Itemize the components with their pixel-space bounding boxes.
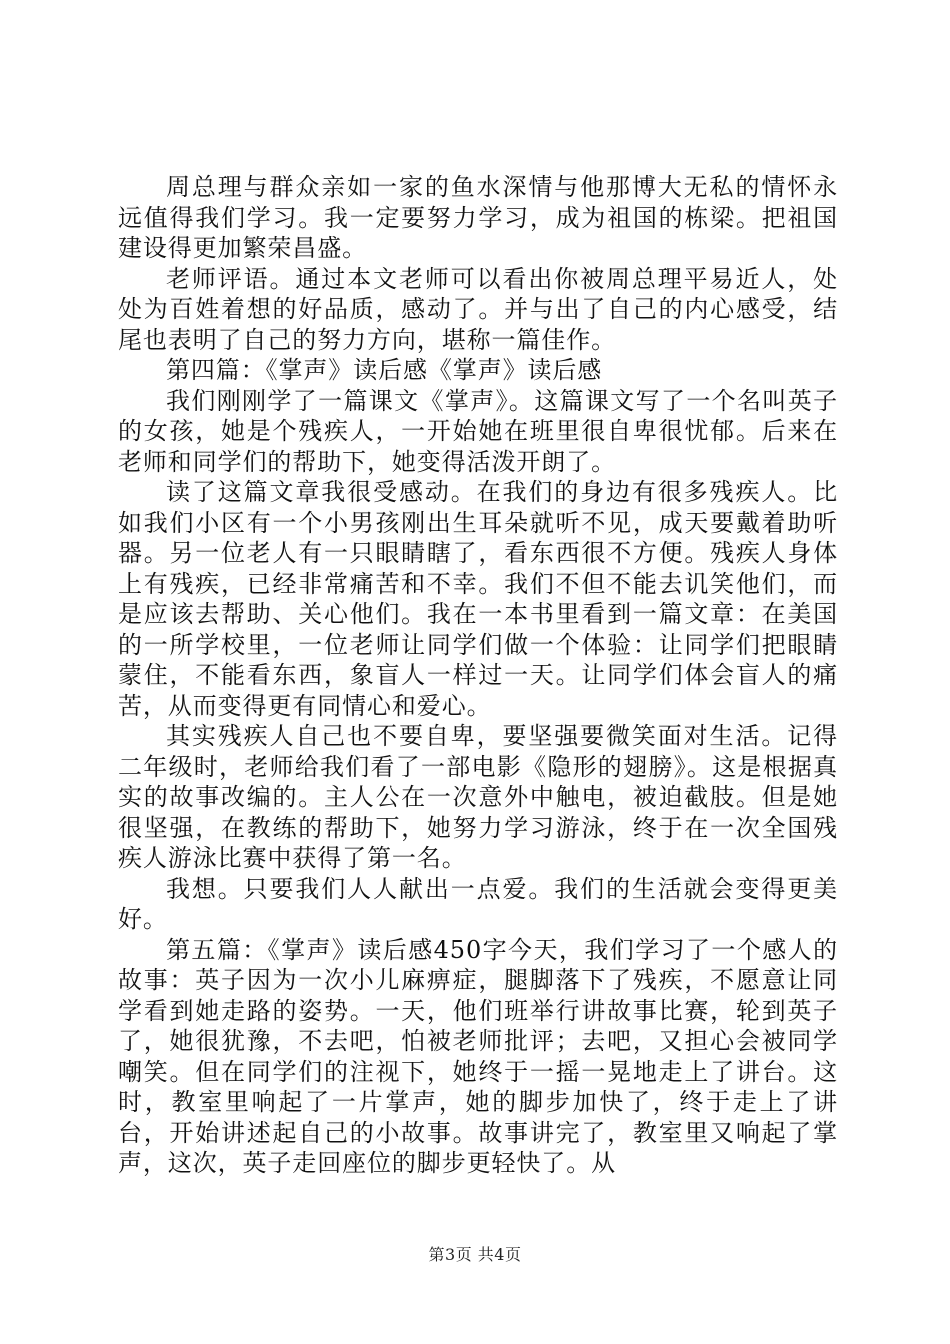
paragraph: 读了这篇文章我很受感动。在我们的身边有很多残疾人。比如我们小区有一个小男孩刚出生耳朵就听不见，成天要戴着助听器。另一位老人有一只眼睛瞎了，看东西很不方便。残疾人身体上有残疾，已经非常痛苦和不幸。我们不但不能去讥笑他们，而是应该去帮助、关心他们。我在一本书里看到一篇文章：在美国的一所学校里，一位老师让同学们做一个体验：让同学们把眼睛蒙住，不能看东西，象盲人一样过一天。让同学们体会盲人的痛苦，从而变得更有同情心和爱心。 <box>118 478 838 720</box>
section-heading: 第四篇：《掌声》读后感《掌声》读后感 <box>166 356 603 384</box>
paragraph: 其实残疾人自己也不要自卑，要坚强要微笑面对生活。记得二年级时，老师给我们看了一部电影《隐形的翅膀》。这是根据真实的故事改编的。主人公在一次意外中触电，被迫截肢。但是她很坚强，在教练的帮助下，她努力学习游泳，终于在一次全国残疾人游泳比赛中获得了第一名。 <box>118 722 838 872</box>
page-footer: 第3页 共4页 <box>428 1245 522 1264</box>
document-body <box>118 172 838 1179</box>
paragraph: 周总理与群众亲如一家的鱼水深情与他那博大无私的情怀永远值得我们学习。我一定要努力学习，成为祖国的栋梁。把祖国建设得更加繁荣昌盛。 <box>118 173 838 262</box>
paragraph: 第五篇：《掌声》读后感450字今天，我们学习了一个感人的故事：英子因为一次小儿麻痹症，腿脚落下了残疾，不愿意让同学看到她走路的姿势。一天，他们班举行讲故事比赛，轮到英子了，她很犹豫，不去吧，怕被老师批评；去吧，又担心会被同学嘲笑。但在同学们的注视下，她终于一摇一晃地走上了讲台。这时，教室里响起了一片掌声，她的脚步加快了，终于走上了讲台，开始讲述起自己的小故事。故事讲完了，教室里又响起了掌声，这次，英子走回座位的脚步更轻快了。从 <box>118 935 838 1177</box>
paragraph: 我们刚刚学了一篇课文《掌声》。这篇课文写了一个名叫英子的女孩，她是个残疾人，一开始她在班里很自卑很忧郁。后来在老师和同学们的帮助下，她变得活泼开朗了。 <box>118 386 838 476</box>
paragraph: 老师评语。通过本文老师可以看出你被周总理平易近人，处处为百姓着想的好品质，感动了。并与出了自己的内心感受，结尾也表明了自己的努力方向，堪称一篇佳作。 <box>118 264 838 354</box>
paragraph: 我想。只要我们人人献出一点爱。我们的生活就会变得更美好。 <box>118 874 838 933</box>
